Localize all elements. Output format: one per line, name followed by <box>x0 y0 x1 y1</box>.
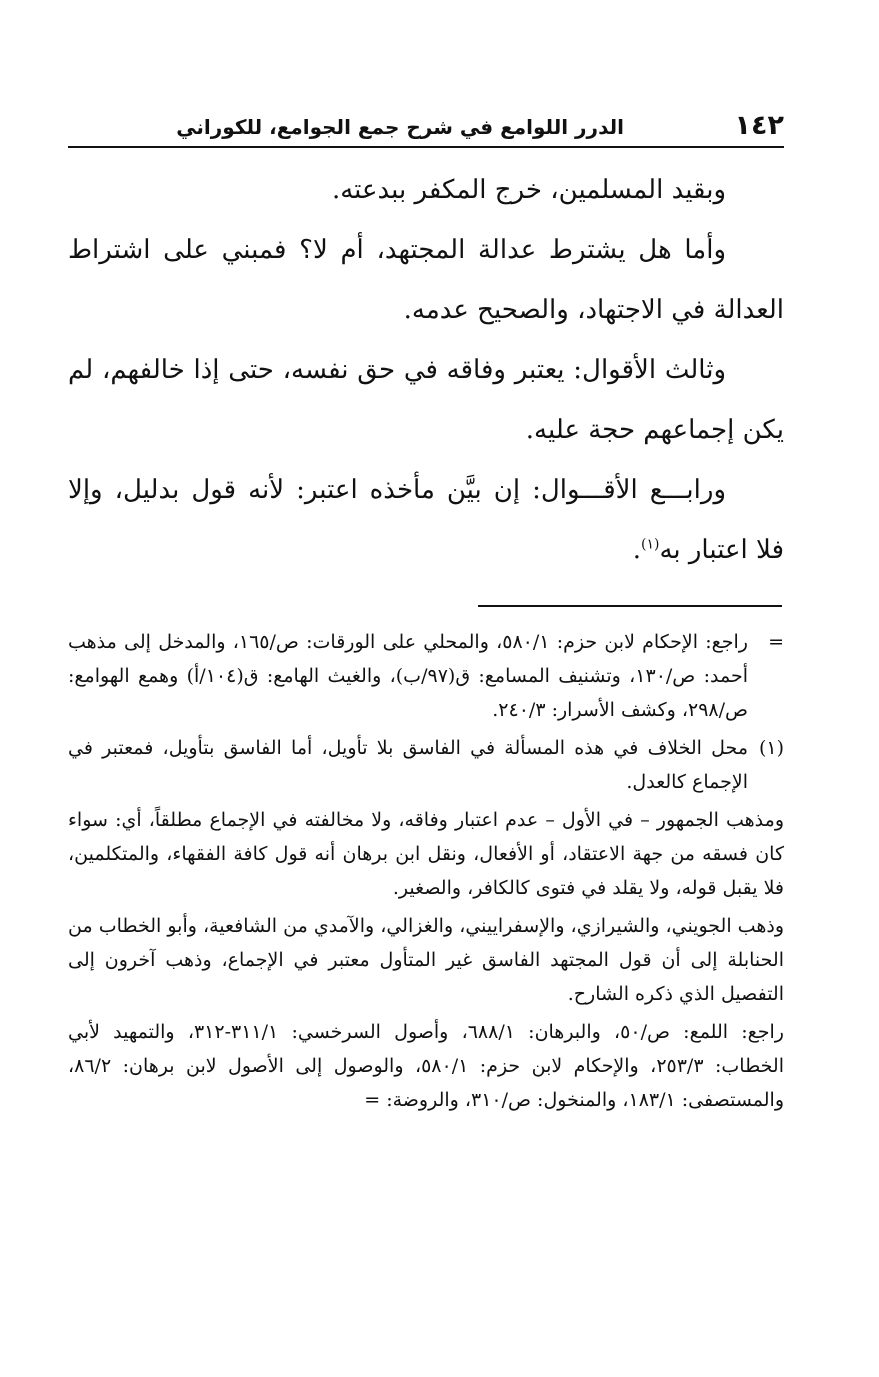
main-paragraph-4 <box>68 460 784 580</box>
main-paragraph-4-text: ورابـــع الأقـــوال: إن بيَّن مأخذه اعتبر: لأنه قول بدليل، وإلا فلا اعتبار به <box>68 475 784 565</box>
page-number: ١٤٢ <box>734 110 784 141</box>
main-paragraph-4-end: . <box>632 535 641 565</box>
footnote-1 <box>68 731 784 799</box>
footnote-1-paragraph-3: وذهب الجويني، والشيرازي، والإسفراييني، والغزالي، والآمدي من الشافعية، وأبو الخطاب من الحنابلة إلى أن قول المجتهد الفاسق غير المتأول معتبر في الإجماع، وذهب آخرون إلى التفصيل الذي ذكره الشارح. <box>68 915 784 1005</box>
footnote-1-paragraph-4: راجع: اللمع: ص/٥٠، والبرهان: ٦٨٨/١، وأصول السرخسي: ٣١١/١-٣١٢، والتمهيد لأبي الخطاب: ٢٥٣/٣، والإحكام لابن حزم: ٥٨٠/١، والوصول إلى الأصول لابن برهان: ٨٦/٢، والمستصفى: ١٨٣/١، والمنخول: ص/٣١٠، والروضة: = <box>68 1021 784 1111</box>
footnote-1-paragraph-2: ومذهب الجمهور – في الأول – عدم اعتبار وفاقه، ولا مخالفته في الإجماع مطلقاً، أي: سواء كان فسقه من جهة الاعتقاد، أو الأفعال، ونقل ابن برهان أنه قول كافة الفقهاء، والمتكلمين، فلا يقبل قوله، ولا يقلد في فتوى كالكافر، والصغير. <box>68 809 784 899</box>
main-paragraph-3: وثالث الأقوال: يعتبر وفاقه في حق نفسه، حتى إذا خالفهم، لم يكن إجماعهم حجة عليه. <box>68 355 784 445</box>
footnote-1-marker: (١) <box>758 737 784 759</box>
footnotes <box>68 625 784 1121</box>
footnote-continued-text: راجع: الإحكام لابن حزم: ٥٨٠/١، والمحلي على الورقات: ص/١٦٥، والمدخل إلى مذهب أحمد: ص/١٣٠، وتشنيف المسامع: ق(٩٧/ب)، والغيث الهامع: ق(١٠٤/أ) وهمع الهوامع: ص/٢٩٨، وكشف الأسرار: ٢٤٠/٣. <box>68 631 749 721</box>
continuation-marker: = <box>768 631 784 653</box>
footnote-reference-1: (١) <box>640 536 660 553</box>
footnote-1-text: محل الخلاف في هذه المسألة في الفاسق بلا تأويل، أما الفاسق بتأويل، فمعتبر في الإجماع كالعدل. <box>68 737 748 793</box>
main-text <box>68 160 784 580</box>
page-header <box>68 106 784 148</box>
footnote-continued <box>68 625 784 727</box>
running-title: الدرر اللوامع في شرح جمع الجوامع، للكوراني <box>176 115 624 139</box>
footnote-separator <box>478 605 782 607</box>
main-paragraph-1: وبقيد المسلمين، خرج المكفر ببدعته. <box>331 175 726 205</box>
main-paragraph-2: وأما هل يشترط عدالة المجتهد، أم لا؟ فمبني على اشتراط العدالة في الاجتهاد، والصحيح عدمه. <box>68 235 784 325</box>
